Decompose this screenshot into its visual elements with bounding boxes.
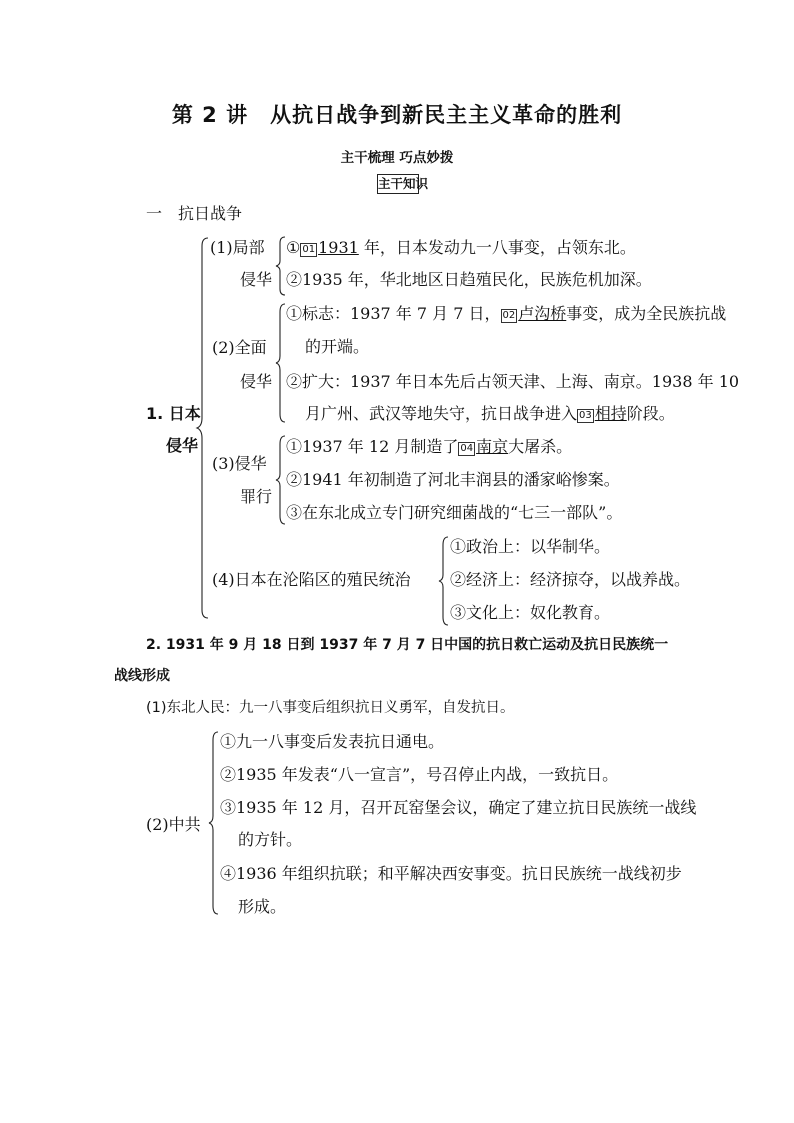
main-label-line2: 侵华 (166, 436, 199, 455)
group1-label-line2: 侵华 (240, 270, 273, 289)
answer-blank-04: 南京 (476, 437, 509, 456)
answer-blank-01: 1931 (318, 238, 359, 257)
group1-item2: ②1935 年，华北地区日趋殖民化，民族危机加深。 (286, 270, 652, 289)
section-heading: 一 抗日战争 (146, 204, 243, 223)
section2-heading-line2: 战线形成 (114, 668, 170, 684)
section2-sub4-line2: 形成。 (238, 897, 287, 916)
group3-item3: ③在东北成立专门研究细菌战的“七三一部队”。 (286, 503, 623, 522)
section2-heading-line1: 2. 1931 年 9 月 18 日到 1937 年 7 月 7 日中国的抗日救亡运动及抗日民族统一 (146, 637, 669, 653)
group4-brace (438, 535, 450, 627)
group2-item1-line2: 的开端。 (305, 337, 370, 356)
answer-number-box-02: 02 (502, 310, 516, 321)
group2-item1: ①标志：1937 年 7 月 7 日， 02 卢沟桥事变，成为全民族抗战 (286, 304, 727, 323)
group4-item3: ③文化上：奴化教育。 (450, 603, 611, 622)
main-label-line1: 1. 日本 (146, 404, 201, 423)
answer-number-box-04: 04 (460, 443, 474, 454)
group2-label-line2: 侵华 (240, 372, 273, 391)
group3-item1: ①1937 年 12 月制造了 04 南京大屠杀。 (286, 437, 573, 456)
group1-item1: ① 01 1931 年，日本发动九一八事变，占领东北。 (286, 238, 636, 257)
answer-blank-02: 卢沟桥 (518, 304, 567, 323)
page-subtitle: 主干梳理 巧点妙拨 (340, 150, 454, 166)
section2-sub1: ①九一八事变后发表抗日通电。 (220, 732, 445, 751)
group2-item2-line2: 月广州、武汉等地失守，抗日战争进入 03 相持阶段。 (305, 404, 675, 423)
answer-blank-03: 相持 (594, 404, 627, 423)
group1-label-line1: (1)局部 (210, 238, 265, 257)
group4-item1: ①政治上：以华制华。 (450, 537, 611, 556)
section2-item1: (1)东北人民：九一八事变后组织抗日义勇军，自发抗日。 (146, 700, 515, 716)
group2-label-line1: (2)全面 (212, 338, 267, 357)
group4-item2: ②经济上：经济掠夺，以战养战。 (450, 570, 691, 589)
main-brace (196, 236, 212, 620)
section2-brace (208, 730, 220, 916)
section2-sub3-line2: 的方针。 (238, 830, 303, 849)
section2-sub4-line1: ④1936 年组织抗联；和平解决西安事变。抗日民族统一战线初步 (220, 864, 682, 883)
group3-item2: ②1941 年初制造了河北丰润县的潘家峪惨案。 (286, 470, 620, 489)
group3-label-line2: 罪行 (240, 487, 273, 506)
section-badge: 主干知识 (377, 174, 419, 194)
group4-label: (4)日本在沦陷区的殖民统治 (212, 570, 411, 589)
answer-number-box-03: 03 (579, 410, 592, 421)
section2-sub2: ②1935 年发表“八一宣言”，号召停止内战，一致抗日。 (220, 765, 619, 784)
answer-number-box-01: 01 (302, 244, 316, 255)
section2-label: (2)中共 (146, 815, 201, 834)
group2-item2-line1: ②扩大：1937 年日本先后占领天津、上海、南京。1938 年 10 (286, 372, 740, 391)
page-title: 第 2 讲 从抗日战争到新民主主义革命的胜利 (171, 103, 623, 127)
group3-label-line1: (3)侵华 (212, 454, 267, 473)
section2-sub3-line1: ③1935 年 12 月，召开瓦窑堡会议，确定了建立抗日民族统一战线 (220, 798, 697, 817)
